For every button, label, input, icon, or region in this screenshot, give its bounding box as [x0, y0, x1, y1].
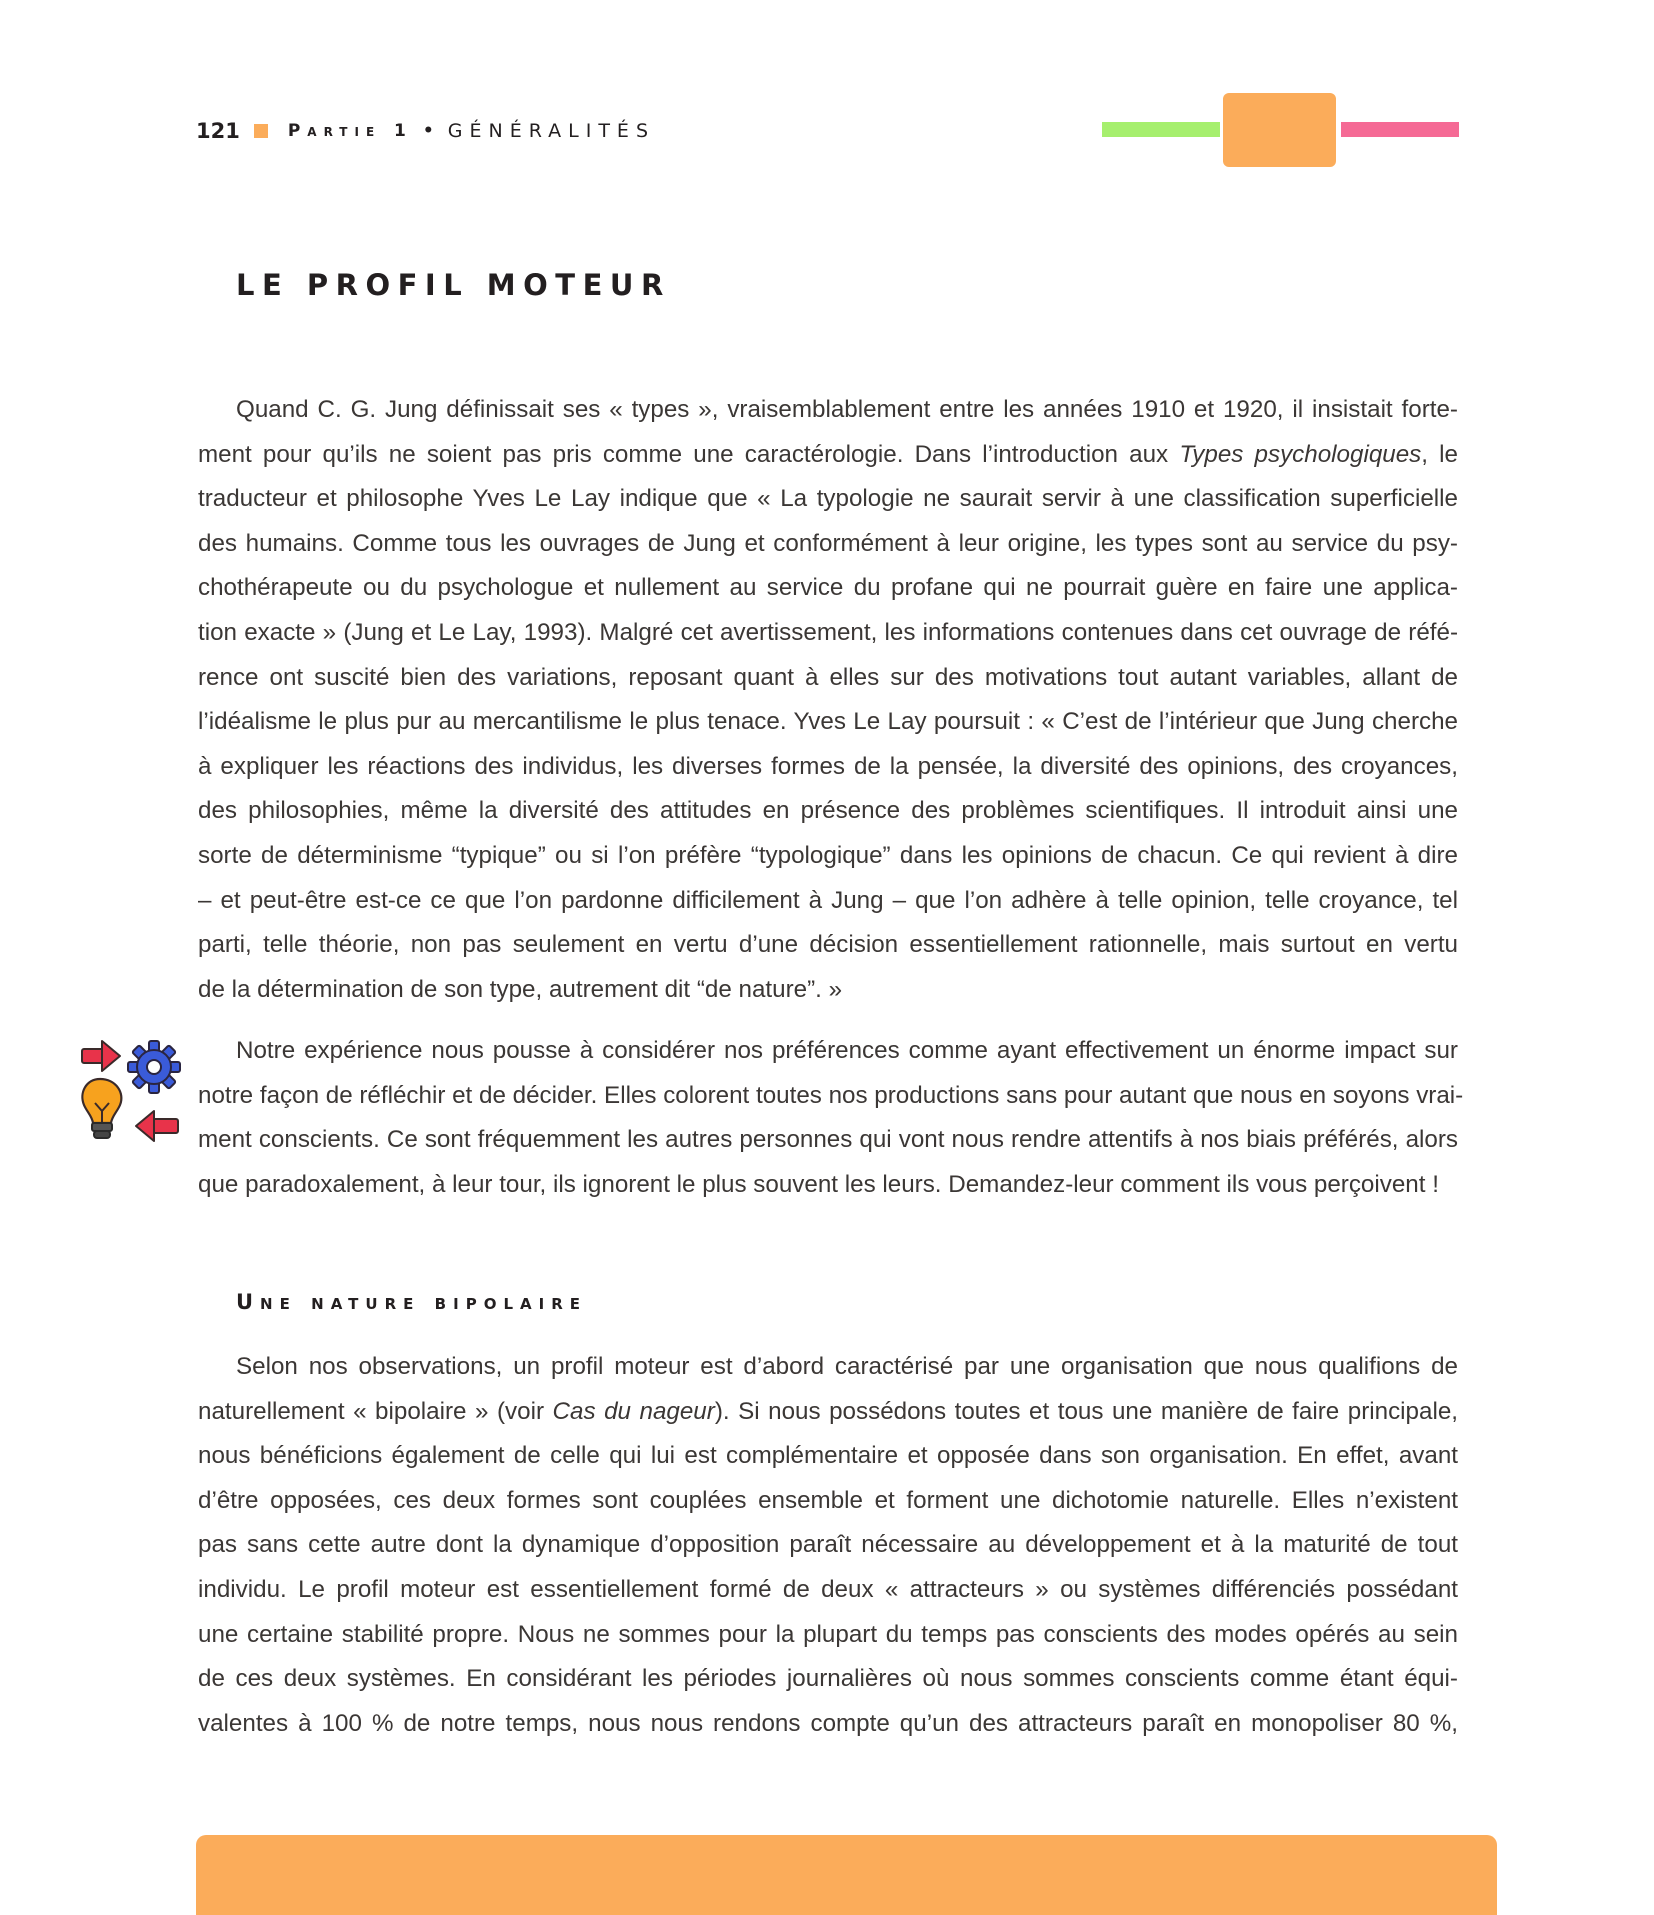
- section-label: GÉNÉRALITÉS: [447, 120, 656, 142]
- orange-tab: [1223, 93, 1336, 167]
- text-line: traducteur et philosophe Yves Le Lay indique que « La typologie ne saurait servir à une classification superficielle: [198, 485, 1458, 513]
- sub-heading: Une nature bipolaire: [236, 1290, 587, 1314]
- text-line: l’idéalisme le plus pur au mercantilisme le plus tenace. Yves Le Lay poursuit : « C’est de l’intérieur que Jung cherche: [198, 708, 1458, 736]
- text-line: des philosophies, même la diversité des attitudes en présence des problèmes scientifiques. Il introduit ainsi une: [198, 797, 1458, 825]
- text-line: une certaine stabilité propre. Nous ne sommes pour la plupart du temps pas conscients des modes opérés au sein: [198, 1620, 1458, 1648]
- header-bullet: •: [422, 121, 434, 141]
- paragraph-jung-types: [198, 388, 1458, 1012]
- text-line: de la détermination de son type, autrement dit “de nature”. »: [198, 975, 843, 1003]
- text-line: parti, telle théorie, non pas seulement en vertu d’une décision essentiellement rationnelle, mais surtout en vertu: [198, 931, 1458, 959]
- text-line: tion exacte » (Jung et Le Lay, 1993). Malgré cet avertissement, les informations contenues dans cet ouvrage de réfé-: [198, 618, 1458, 646]
- page-number: 121: [196, 119, 240, 143]
- text-segment: , le: [1421, 440, 1458, 468]
- text-line: individu. Le profil moteur est essentiellement formé de deux « attracteurs » ou systèmes différenciés possédant: [198, 1575, 1458, 1603]
- text-line: que paradoxalement, à leur tour, ils ignorent le plus souvent les leurs. Demandez-leur comment ils vous perçoivent !: [198, 1170, 1439, 1198]
- italic-reference-cas-du-nageur: Cas du nageur: [552, 1397, 715, 1425]
- text-line: Selon nos observations, un profil moteur est d’abord caractérisé par une organisation que nous qualifions de: [236, 1353, 1458, 1380]
- text-line: d’être opposées, ces deux formes sont couplées ensemble et forment une dichotomie naturelle. Elles n’existent: [198, 1486, 1458, 1514]
- lightbulb-icon: [82, 1079, 121, 1138]
- part-label: Partie 1: [287, 121, 413, 141]
- text-line: des humains. Comme tous les ouvrages de Jung et conformément à leur origine, les types sont au service du psy-: [198, 529, 1458, 557]
- text-line: nous bénéficions également de celle qui lui est complémentaire et opposée dans son organisation. En effet, avant: [198, 1442, 1458, 1470]
- text-line: sorte de déterminisme “typique” ou si l’on préfère “typologique” dans les opinions de chacun. Ce qui revient à dire: [198, 841, 1458, 869]
- text-line: [198, 433, 1458, 478]
- green-bar: [1102, 122, 1220, 137]
- text-line: Quand C. G. Jung définissait ses « types », vraisemblablement entre les années 1910 et 1920, il insistait forte-: [236, 396, 1458, 423]
- text-line: ment conscients. Ce sont fréquemment les autres personnes qui vont nous rendre attentifs à nos biais préférés, alors: [198, 1126, 1458, 1154]
- orange-callout-box: [196, 1835, 1497, 1915]
- text-segment: ment pour qu’ils ne soient pas pris comme une caractérologie. Dans l’introduction aux: [198, 440, 1180, 468]
- running-header: [196, 116, 655, 146]
- main-heading: LE PROFIL MOTEUR: [236, 268, 671, 302]
- text-line: notre façon de réfléchir et de décider. Elles colorent toutes nos productions sans pour autant que nous en soyons vrai-: [198, 1081, 1464, 1109]
- red-arrow-right-icon: [82, 1041, 120, 1071]
- text-line: rence ont suscité bien des variations, reposant quant à elles sur des motivations tout autant variables, allant de: [198, 663, 1458, 691]
- text-line: chothérapeute ou du psychologue et nullement au service du profane qui ne pourrait guère en faire une applica-: [198, 574, 1458, 602]
- paragraph-experience: [198, 1029, 1464, 1207]
- ideas-gears-arrows-icon: [80, 1037, 184, 1147]
- text-line: Notre expérience nous pousse à considérer nos préférences comme ayant effectivement un énorme impact sur: [236, 1037, 1458, 1064]
- text-line: – et peut-être est-ce ce que l’on pardonne difficilement à Jung – que l’on adhère à telle opinion, telle croyance, tel: [198, 886, 1458, 914]
- header-square-marker: [254, 124, 268, 138]
- text-segment: ). Si nous possédons toutes et tous une manière de faire principale,: [714, 1397, 1458, 1425]
- red-arrow-left-icon: [136, 1111, 178, 1141]
- text-line: [198, 1390, 1458, 1435]
- paragraph-nature-bipolaire: [198, 1345, 1458, 1746]
- text-line: à expliquer les réactions des individus, les diverses formes de la pensée, la diversité des opinions, des croyances,: [198, 752, 1458, 780]
- text-segment: naturellement « bipolaire » (voir: [198, 1397, 553, 1425]
- text-line: de ces deux systèmes. En considérant les périodes journalières où nous sommes conscients comme étant équi-: [198, 1665, 1458, 1693]
- text-line: valentes à 100 % de notre temps, nous nous rendons compte qu’un des attracteurs paraît en monopoliser 80 %,: [198, 1709, 1458, 1737]
- blue-gear-icon: [128, 1041, 180, 1093]
- text-line: pas sans cette autre dont la dynamique d’opposition paraît nécessaire au développement et à la maturité de tout: [198, 1531, 1458, 1559]
- pink-bar: [1341, 122, 1459, 137]
- italic-title-types-psychologiques: Types psychologiques: [1179, 440, 1422, 468]
